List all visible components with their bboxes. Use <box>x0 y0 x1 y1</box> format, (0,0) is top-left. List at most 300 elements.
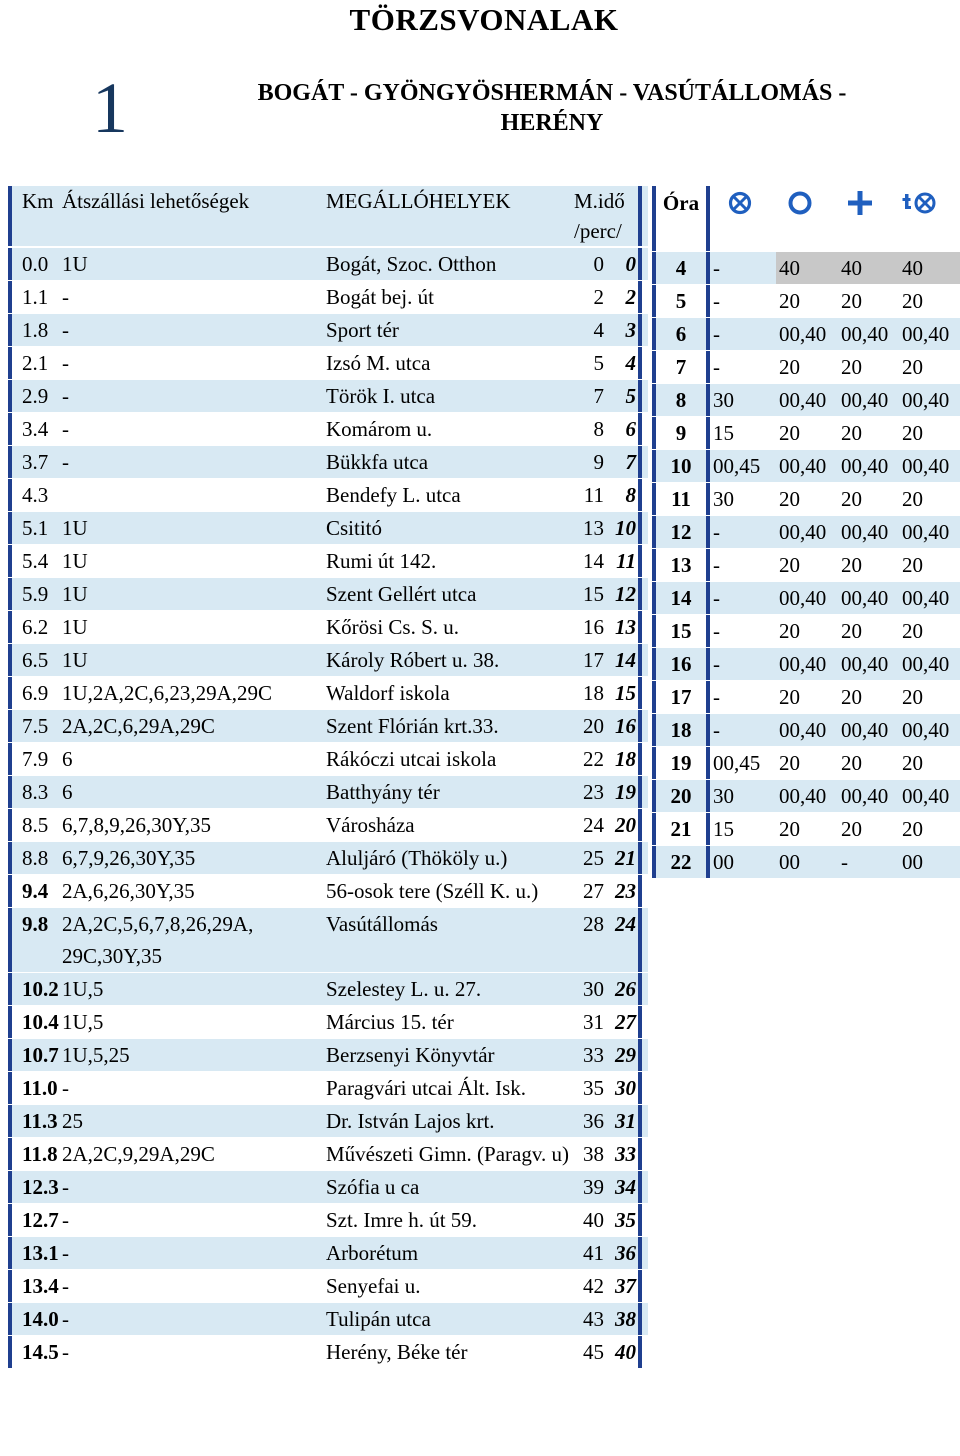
stop-row <box>8 413 648 445</box>
stops-table <box>8 186 648 1369</box>
departures-crossed-circle: 30 <box>713 784 734 808</box>
stop-transfers: 2A,2C,6,29A,29C <box>62 714 215 738</box>
departures-t-crossed-circle: 40 <box>899 252 960 284</box>
stop-minutes: 27 <box>583 879 604 903</box>
stop-km: 1.1 <box>8 281 58 313</box>
stop-minutes: 2 <box>593 285 604 309</box>
departures-plus: 00,40 <box>841 322 889 346</box>
departures-plus: 20 <box>841 355 862 379</box>
stop-minutes: 4 <box>593 318 604 342</box>
hour-cell: 15 <box>652 615 710 647</box>
departures-plus: 00,40 <box>841 652 889 676</box>
timetable-row <box>652 747 960 779</box>
stop-row <box>8 1303 648 1335</box>
departures-circle: 20 <box>779 487 800 511</box>
stop-transfers: 1U,2A,2C,6,23,29A,29C <box>62 681 273 705</box>
stop-minutes-alt: 24 <box>604 908 642 972</box>
departures-t-crossed-circle: 00,40 <box>902 652 950 676</box>
stop-transfers <box>58 479 322 511</box>
timetable-row <box>652 483 960 515</box>
stop-name: 56-osok tere (Széll K. u.) <box>326 879 539 903</box>
stop-row <box>8 908 648 972</box>
stop-minutes: 36 <box>583 1109 604 1133</box>
departures-t-crossed-circle: 20 <box>902 751 923 775</box>
stop-km: 11.8 <box>8 1138 58 1170</box>
stop-km: 2.1 <box>8 347 58 379</box>
stop-row <box>8 809 648 841</box>
stop-row <box>8 1171 648 1203</box>
stop-km: 13.1 <box>8 1237 58 1269</box>
departures-circle: 00,40 <box>779 388 827 412</box>
stop-km: 3.7 <box>8 446 58 478</box>
hour-cell: 17 <box>652 681 710 713</box>
stop-minutes-alt: 14 <box>604 644 642 676</box>
stop-km: 5.9 <box>8 578 58 610</box>
stop-km: 14.0 <box>8 1303 58 1335</box>
circle-icon <box>770 190 830 216</box>
hour-header: Óra <box>652 186 710 251</box>
stop-minutes-alt: 6 <box>604 413 642 445</box>
hour-cell: 19 <box>652 747 710 779</box>
departures-plus: 20 <box>841 685 862 709</box>
stop-transfers: 1U <box>62 615 88 639</box>
stop-minutes: 30 <box>583 977 604 1001</box>
stop-km: 13.4 <box>8 1270 58 1302</box>
stop-row <box>8 479 648 511</box>
stop-minutes: 5 <box>593 351 604 375</box>
departures-circle: 00,40 <box>779 322 827 346</box>
stop-km: 6.2 <box>8 611 58 643</box>
stop-km: 8.5 <box>8 809 58 841</box>
departures-plus: 20 <box>841 421 862 445</box>
stop-name: Paragvári utcai Ált. Isk. <box>326 1076 527 1100</box>
stop-name: Berzsenyi Könyvtár <box>326 1043 495 1067</box>
stop-minutes-alt: 37 <box>604 1270 642 1302</box>
timetable-row <box>652 648 960 680</box>
minutes-header: M.idő /perc/ <box>574 186 642 246</box>
stop-minutes: 31 <box>583 1010 604 1034</box>
departures-t-crossed-circle: 20 <box>902 553 923 577</box>
stop-name: Bükkfa utca <box>326 450 429 474</box>
stop-rows <box>8 248 648 1368</box>
stop-minutes: 39 <box>583 1175 604 1199</box>
stop-row <box>8 1072 648 1104</box>
stop-name: Szófia u ca <box>326 1175 420 1199</box>
stop-km: 11.0 <box>8 1072 58 1104</box>
stop-minutes-alt: 2 <box>604 281 642 313</box>
stop-transfers: - <box>62 1241 69 1265</box>
stop-km: 6.9 <box>8 677 58 709</box>
stop-minutes-alt: 26 <box>604 973 642 1005</box>
hour-cell: 6 <box>652 318 710 350</box>
day-type-icons <box>710 186 950 251</box>
stop-minutes-alt: 15 <box>604 677 642 709</box>
t-crossed-circle-icon <box>890 190 950 216</box>
stop-minutes: 24 <box>583 813 604 837</box>
stop-minutes-alt: 35 <box>604 1204 642 1236</box>
stop-name: Vasútállomás <box>326 912 438 936</box>
stop-transfers: 25 <box>62 1109 83 1133</box>
stop-row <box>8 1006 648 1038</box>
stop-minutes-alt: 11 <box>604 545 642 577</box>
stop-minutes-alt: 31 <box>604 1105 642 1137</box>
stop-minutes-alt: 4 <box>604 347 642 379</box>
departures-t-crossed-circle: 00 <box>902 850 923 874</box>
stop-minutes-alt: 13 <box>604 611 642 643</box>
time-rows <box>652 252 960 878</box>
departures-t-crossed-circle: 20 <box>902 817 923 841</box>
hour-cell: 4 <box>652 252 710 284</box>
stop-row <box>8 710 648 742</box>
departures-t-crossed-circle: 20 <box>902 487 923 511</box>
stop-row <box>8 1204 648 1236</box>
stop-name: Tulipán utca <box>326 1307 431 1331</box>
stop-minutes: 18 <box>583 681 604 705</box>
departures-plus: 20 <box>841 289 862 313</box>
stop-km: 2.9 <box>8 380 58 412</box>
timetable-row <box>652 318 960 350</box>
stop-minutes: 23 <box>583 780 604 804</box>
departures-crossed-circle: 00,45 <box>713 454 761 478</box>
departures-circle: 00,40 <box>779 454 827 478</box>
hour-cell: 13 <box>652 549 710 581</box>
stop-minutes: 8 <box>593 417 604 441</box>
stop-name: Március 15. tér <box>326 1010 454 1034</box>
stop-row <box>8 1336 648 1368</box>
stop-name: Károly Róbert u. 38. <box>326 648 500 672</box>
stop-name: Dr. István Lajos krt. <box>326 1109 495 1133</box>
stop-km: 10.2 <box>8 973 58 1005</box>
departures-plus: 20 <box>841 553 862 577</box>
stop-minutes-alt: 27 <box>604 1006 642 1038</box>
stop-row <box>8 248 648 280</box>
stop-row <box>8 973 648 1005</box>
stop-transfers: 1U <box>62 582 88 606</box>
stop-minutes: 33 <box>583 1043 604 1067</box>
departures-crossed-circle: 30 <box>713 388 734 412</box>
stop-minutes: 20 <box>583 714 604 738</box>
stop-km: 3.4 <box>8 413 58 445</box>
plus-icon <box>830 190 890 216</box>
stop-minutes-alt: 23 <box>604 875 642 907</box>
timetable-row <box>652 681 960 713</box>
crossed-circle-icon <box>710 190 770 216</box>
stop-minutes-alt: 29 <box>604 1039 642 1071</box>
stop-minutes-alt: 36 <box>604 1237 642 1269</box>
departures-crossed-circle: - <box>713 685 720 709</box>
timetable-row <box>652 417 960 449</box>
departures-plus: 40 <box>838 252 899 284</box>
hour-cell: 22 <box>652 846 710 878</box>
stop-minutes: 43 <box>583 1307 604 1331</box>
stop-transfers: 2A,6,26,30Y,35 <box>62 879 195 903</box>
departures-circle: 20 <box>779 553 800 577</box>
departures-plus: 20 <box>841 817 862 841</box>
timetable-row <box>652 252 960 284</box>
stop-km: 8.8 <box>8 842 58 874</box>
stop-name: Izsó M. utca <box>326 351 431 375</box>
stop-minutes-alt: 0 <box>604 248 642 280</box>
stop-transfers: 1U <box>62 516 88 540</box>
hour-cell: 10 <box>652 450 710 482</box>
stop-km: 7.9 <box>8 743 58 775</box>
stop-minutes-alt: 10 <box>604 512 642 544</box>
stop-transfers: - <box>62 1274 69 1298</box>
departures-circle: 20 <box>779 289 800 313</box>
departures-plus: 00,40 <box>841 388 889 412</box>
departures-plus: 00,40 <box>841 520 889 544</box>
stop-minutes-alt: 33 <box>604 1138 642 1170</box>
stop-transfers: 1U <box>62 648 88 672</box>
stop-row <box>8 512 648 544</box>
departures-circle: 20 <box>779 751 800 775</box>
stop-minutes: 40 <box>583 1208 604 1232</box>
page-title: TÖRZSVONALAK <box>349 2 619 37</box>
departures-t-crossed-circle: 20 <box>902 421 923 445</box>
stop-minutes: 42 <box>583 1274 604 1298</box>
stop-minutes: 17 <box>583 648 604 672</box>
stop-km: 12.7 <box>8 1204 58 1236</box>
departures-crossed-circle: - <box>713 289 720 313</box>
stop-transfers: 1U,5 <box>62 1010 104 1034</box>
stop-km: 12.3 <box>8 1171 58 1203</box>
departures-crossed-circle: - <box>713 520 720 544</box>
stop-minutes: 0 <box>593 252 604 276</box>
departures-circle: 00,40 <box>779 652 827 676</box>
stop-minutes: 45 <box>583 1340 604 1364</box>
departures-crossed-circle: - <box>713 322 720 346</box>
stop-minutes-alt: 16 <box>604 710 642 742</box>
departures-crossed-circle: - <box>713 256 720 280</box>
departures-circle: 00,40 <box>779 520 827 544</box>
departures-crossed-circle: - <box>713 718 720 742</box>
stop-minutes-alt: 20 <box>604 809 642 841</box>
departures-circle: 20 <box>779 355 800 379</box>
stop-minutes: 28 <box>583 912 604 936</box>
departures-circle: 00,40 <box>779 718 827 742</box>
stop-minutes: 11 <box>583 483 604 507</box>
departures-circle: 20 <box>779 421 800 445</box>
stop-row <box>8 1237 648 1269</box>
stop-transfers: - <box>62 285 69 309</box>
stop-name: Arborétum <box>326 1241 419 1265</box>
stop-name: Bogát bej. út <box>326 285 434 309</box>
departures-circle: 00,40 <box>779 586 827 610</box>
stop-transfers: - <box>62 1340 69 1364</box>
stop-row <box>8 545 648 577</box>
timetable-row <box>652 582 960 614</box>
stops-header: MEGÁLLÓHELYEK <box>326 189 511 213</box>
stop-row <box>8 1105 648 1137</box>
stop-row <box>8 842 648 874</box>
stop-minutes-alt: 3 <box>604 314 642 346</box>
stop-row <box>8 1039 648 1071</box>
departures-crossed-circle: - <box>713 355 720 379</box>
stop-transfers: - <box>62 318 69 342</box>
departures-t-crossed-circle: 00,40 <box>902 388 950 412</box>
departures-plus: 20 <box>841 619 862 643</box>
stop-row <box>8 578 648 610</box>
hour-cell: 21 <box>652 813 710 845</box>
timetable-row <box>652 846 960 878</box>
stop-km: 6.5 <box>8 644 58 676</box>
timetable-row <box>652 714 960 746</box>
stop-transfers: - <box>62 1076 69 1100</box>
stop-transfers: - <box>62 417 69 441</box>
departures-plus: 00,40 <box>841 784 889 808</box>
stop-transfers: - <box>62 1307 69 1331</box>
stop-name: Sport tér <box>326 318 399 342</box>
stop-minutes-alt: 18 <box>604 743 642 775</box>
stop-name: Városháza <box>326 813 415 837</box>
stop-transfers: - <box>62 1175 69 1199</box>
timetable-row <box>652 780 960 812</box>
departures-t-crossed-circle: 00,40 <box>902 454 950 478</box>
stop-transfers: 1U,5 <box>62 977 104 1001</box>
departures-plus: 00,40 <box>841 454 889 478</box>
departures-crossed-circle: 15 <box>713 421 734 445</box>
stop-name: Rumi út 142. <box>326 549 437 573</box>
stop-km: 8.3 <box>8 776 58 808</box>
route-name: BOGÁT - GYÖNGYÖSHERMÁN - VASÚTÁLLOMÁS - HERÉNY <box>257 80 847 136</box>
timetable-row <box>652 351 960 383</box>
stops-table-header <box>8 186 648 246</box>
stop-row <box>8 644 648 676</box>
stop-km: 10.7 <box>8 1039 58 1071</box>
stop-minutes-alt: 12 <box>604 578 642 610</box>
stop-transfers: 6,7,8,9,26,30Y,35 <box>62 813 211 837</box>
stop-transfers: 6,7,9,26,30Y,35 <box>62 846 196 870</box>
departures-t-crossed-circle: 00,40 <box>902 586 950 610</box>
departures-circle: 00 <box>779 850 800 874</box>
stop-name: Batthyány tér <box>326 780 440 804</box>
stop-transfers: 1U,5,25 <box>62 1043 130 1067</box>
hour-cell: 11 <box>652 483 710 515</box>
stop-km: 9.4 <box>8 875 58 907</box>
stop-row <box>8 314 648 346</box>
timetable-row <box>652 384 960 416</box>
stop-km: 5.4 <box>8 545 58 577</box>
stop-km: 14.5 <box>8 1336 58 1368</box>
stop-name: Szent Gellért utca <box>326 582 477 606</box>
timetable-row <box>652 615 960 647</box>
departures-plus: 00,40 <box>841 586 889 610</box>
departures-crossed-circle: 00,45 <box>713 751 761 775</box>
stop-km: 9.8 <box>8 908 58 972</box>
departures-t-crossed-circle: 00,40 <box>902 784 950 808</box>
stop-name: Aluljáró (Thököly u.) <box>326 846 508 870</box>
departures-t-crossed-circle: 00,40 <box>902 322 950 346</box>
stop-km: 4.3 <box>8 479 58 511</box>
hour-cell: 18 <box>652 714 710 746</box>
departures-t-crossed-circle: 20 <box>902 619 923 643</box>
stop-name: Bendefy L. utca <box>326 483 461 507</box>
departures-t-crossed-circle: 20 <box>902 289 923 313</box>
stop-km: 11.3 <box>8 1105 58 1137</box>
stop-km: 1.8 <box>8 314 58 346</box>
departures-crossed-circle: 00 <box>713 850 734 874</box>
timetable-row <box>652 450 960 482</box>
route-number: 1 <box>92 68 128 148</box>
departures-circle: 20 <box>779 619 800 643</box>
hour-cell: 20 <box>652 780 710 812</box>
departures-t-crossed-circle: 00,40 <box>902 718 950 742</box>
stop-transfers: - <box>62 384 69 408</box>
departures-plus: 20 <box>841 751 862 775</box>
transfer-header: Átszállási lehetőségek <box>62 189 250 213</box>
hour-cell: 9 <box>652 417 710 449</box>
stop-km: 7.5 <box>8 710 58 742</box>
stop-minutes-alt: 40 <box>604 1336 642 1368</box>
departures-crossed-circle: - <box>713 553 720 577</box>
stop-transfers: - <box>62 351 69 375</box>
stop-name: Kőrösi Cs. S. u. <box>326 615 460 639</box>
stop-name: Senyefai u. <box>326 1274 421 1298</box>
hour-cell: 7 <box>652 351 710 383</box>
hour-cell: 16 <box>652 648 710 680</box>
stop-name: Szelestey L. u. 27. <box>326 977 482 1001</box>
departures-crossed-circle: 30 <box>713 487 734 511</box>
stop-minutes: 35 <box>583 1076 604 1100</box>
hour-cell: 12 <box>652 516 710 548</box>
timetable-header <box>652 186 960 251</box>
departures-plus: - <box>841 850 848 874</box>
stop-transfers: 1U <box>62 549 88 573</box>
timetable <box>652 186 960 879</box>
stop-row <box>8 776 648 808</box>
stop-name: Szt. Imre h. út 59. <box>326 1208 478 1232</box>
stop-minutes-alt: 8 <box>604 479 642 511</box>
stop-minutes-alt: 30 <box>604 1072 642 1104</box>
stop-name: Szent Flórián krt.33. <box>326 714 499 738</box>
stop-minutes: 15 <box>583 582 604 606</box>
stop-row <box>8 1138 648 1170</box>
departures-crossed-circle: - <box>713 586 720 610</box>
timetable-row <box>652 516 960 548</box>
hour-cell: 8 <box>652 384 710 416</box>
km-header: Km <box>8 186 58 246</box>
departures-circle: 00,40 <box>779 784 827 808</box>
stop-minutes-alt: 34 <box>604 1171 642 1203</box>
stop-minutes-alt: 19 <box>604 776 642 808</box>
departures-crossed-circle: - <box>713 619 720 643</box>
stop-minutes-alt: 5 <box>604 380 642 412</box>
stop-name: Herény, Béke tér <box>326 1340 468 1364</box>
stop-row <box>8 611 648 643</box>
departures-crossed-circle: 15 <box>713 817 734 841</box>
stop-transfers: 2A,2C,9,29A,29C <box>62 1142 215 1166</box>
stop-row <box>8 677 648 709</box>
stop-km: 0.0 <box>8 248 58 280</box>
hour-cell: 14 <box>652 582 710 614</box>
stop-minutes: 16 <box>583 615 604 639</box>
stop-row <box>8 380 648 412</box>
stop-minutes: 14 <box>583 549 604 573</box>
departures-circle: 20 <box>779 685 800 709</box>
stop-name: Török I. utca <box>326 384 436 408</box>
hour-cell: 5 <box>652 285 710 317</box>
departures-plus: 00,40 <box>841 718 889 742</box>
stop-km: 10.4 <box>8 1006 58 1038</box>
stop-minutes: 22 <box>583 747 604 771</box>
stop-row <box>8 446 648 478</box>
stop-transfers: 1U <box>62 252 88 276</box>
departures-t-crossed-circle: 20 <box>902 355 923 379</box>
stop-minutes-alt: 7 <box>604 446 642 478</box>
departures-circle: 40 <box>776 252 838 284</box>
stop-minutes-alt: 38 <box>604 1303 642 1335</box>
stop-transfers: - <box>62 450 69 474</box>
